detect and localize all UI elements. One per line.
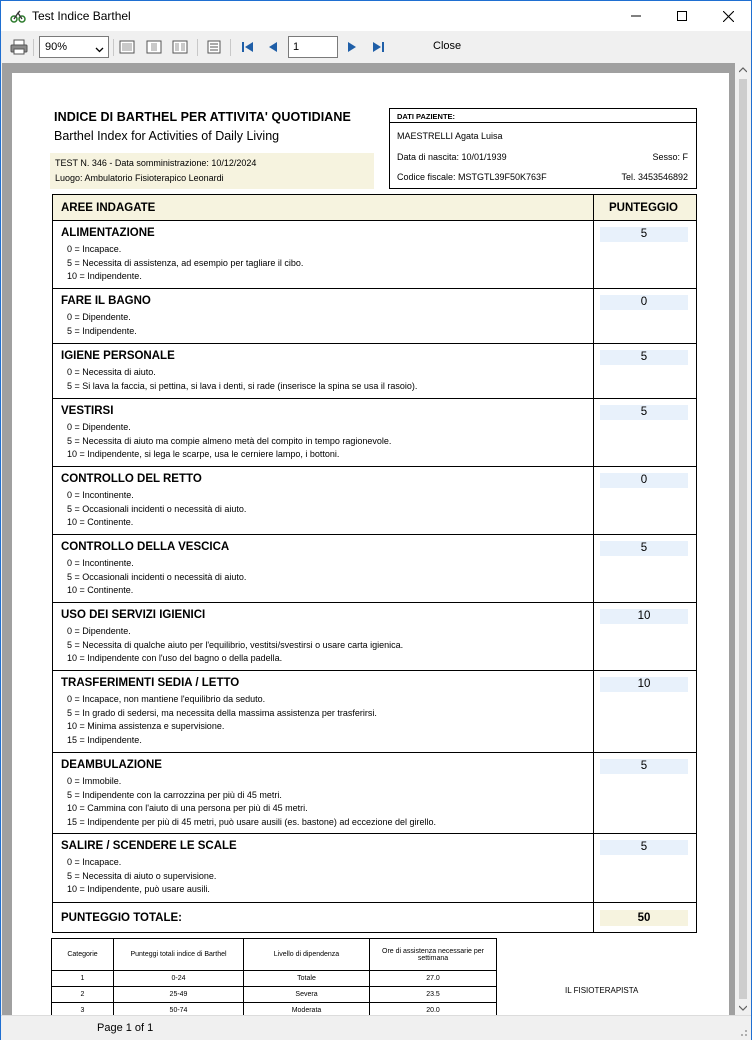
minimize-icon	[631, 11, 641, 21]
option-line: 0 = Incapace, non mantiene l'equilibrio da seduto.	[67, 694, 266, 704]
area-name: CONTROLLO DEL RETTO	[61, 473, 202, 485]
legend-cell: Severa	[244, 987, 370, 1003]
total-label: PUNTEGGIO TOTALE:	[61, 912, 182, 924]
area-options	[67, 775, 436, 829]
report-viewer	[2, 63, 735, 1015]
area-options	[67, 557, 246, 598]
area-score: 5	[600, 840, 688, 855]
area-name: ALIMENTAZIONE	[61, 227, 155, 239]
legend-row	[52, 1003, 497, 1016]
area-options	[67, 693, 377, 747]
option-line: 0 = Incontinente.	[67, 490, 134, 500]
area-name: VESTIRSI	[61, 405, 114, 417]
toolbar-divider	[197, 39, 198, 56]
option-line: 15 = Indipendente.	[67, 734, 142, 745]
zoom-value: 90%	[45, 41, 68, 53]
area-row-retto	[53, 467, 696, 535]
patient-birth: Data di nascita: 10/01/1939	[397, 152, 507, 162]
area-score: 5	[600, 405, 688, 420]
area-row-igiene	[53, 344, 696, 399]
option-line: 5 = Indipendente.	[67, 325, 137, 336]
area-row-alimentazione	[53, 221, 696, 289]
option-line: 5 = Necessita di assistenza, ad esempio per tagliare il cibo.	[67, 257, 304, 268]
option-line: 15 = Indipendente per più di 45 metri, può usare ausili (es. bastone) ad eccezione del girello.	[67, 816, 436, 827]
patient-name: MAESTRELLI Agata Luisa	[397, 131, 503, 141]
legend-cell: 1	[52, 971, 114, 987]
page-width-icon[interactable]	[118, 38, 136, 56]
page-number-input[interactable]	[288, 36, 338, 58]
resize-grip-icon	[738, 1027, 748, 1037]
option-line: 10 = Indipendente.	[67, 271, 142, 282]
report-title: INDICE DI BARTHEL PER ATTIVITA' QUOTIDIANE	[54, 110, 351, 124]
viewer-toolbar	[1, 31, 751, 63]
legend-cell: 0-24	[114, 971, 244, 987]
option-line: 0 = Incontinente.	[67, 558, 134, 568]
legend-header: Livello di dipendenza	[244, 939, 370, 971]
area-name: CONTROLLO DELLA VESCICA	[61, 541, 230, 553]
area-name: FARE IL BAGNO	[61, 295, 151, 307]
patient-fiscal-code: Codice fiscale: MSTGTL39F50K763F	[397, 172, 547, 182]
area-options	[67, 243, 303, 284]
option-line: 10 = Indipendente, si lega le scarpe, usa le cerniere lampo, i bottoni.	[67, 449, 340, 460]
option-line: 0 = Necessita di aiuto.	[67, 367, 156, 377]
area-options	[67, 421, 391, 462]
toolbar-divider	[33, 39, 34, 56]
title-bar	[1, 1, 751, 31]
area-row-servizi-igienici	[53, 603, 696, 671]
legend-cell: 25-49	[114, 987, 244, 1003]
scroll-up-icon	[739, 67, 747, 73]
option-line: 5 = Occasionali incidenti o necessità di aiuto.	[67, 503, 247, 514]
area-options	[67, 856, 216, 897]
area-row-scale	[53, 834, 696, 903]
legend-header: Categorie	[52, 939, 114, 971]
option-line: 10 = Continente.	[67, 517, 134, 528]
option-line: 5 = Necessita di aiuto ma compie almeno metà del compito in tempo ragionevole.	[67, 435, 392, 446]
area-score: 5	[600, 227, 688, 242]
next-page-icon[interactable]	[343, 38, 361, 56]
test-info	[50, 153, 374, 189]
close-report-button[interactable]: Close	[433, 40, 462, 52]
area-score: 5	[600, 541, 688, 556]
option-line: 5 = Necessita di aiuto o supervisione.	[67, 870, 217, 881]
patient-sex: Sesso: F	[652, 152, 688, 162]
area-score: 10	[600, 609, 688, 624]
window-title: Test Indice Barthel	[32, 9, 131, 23]
maximize-button[interactable]	[659, 1, 705, 31]
option-line: 0 = Dipendente.	[67, 312, 131, 322]
outline-icon[interactable]	[205, 38, 223, 56]
place-line: Luogo: Ambulatorio Fisioterapico Leonardi	[55, 173, 224, 183]
close-icon	[723, 11, 734, 22]
area-options	[67, 366, 417, 393]
option-line: 10 = Continente.	[67, 585, 134, 596]
area-name: IGIENE PERSONALE	[61, 350, 175, 362]
area-score: 10	[600, 677, 688, 692]
previous-page-icon[interactable]	[264, 38, 282, 56]
test-line: TEST N. 346 - Data somministrazione: 10/12/2024	[55, 158, 257, 168]
scrollbar-thumb[interactable]	[739, 79, 747, 999]
maximize-icon	[677, 11, 687, 21]
option-line: 10 = Indipendente con l'uso del bagno o della padella.	[67, 653, 283, 664]
area-options	[67, 625, 403, 666]
report-page	[12, 73, 729, 1015]
legend-cell: 20.0	[370, 1003, 497, 1016]
area-name: TRASFERIMENTI SEDIA / LETTO	[61, 677, 240, 689]
area-score: 5	[600, 759, 688, 774]
signature-label: IL FISIOTERAPISTA	[565, 986, 639, 995]
whole-page-icon[interactable]	[145, 38, 163, 56]
legend-row	[52, 987, 497, 1003]
option-line: 10 = Minima assistenza e supervisione.	[67, 721, 225, 732]
area-row-vescica	[53, 535, 696, 603]
option-line: 10 = Indipendente, può usare ausili.	[67, 884, 210, 895]
two-pages-icon[interactable]	[171, 38, 189, 56]
report-subtitle: Barthel Index for Activities of Daily Living	[54, 129, 280, 143]
zoom-select[interactable]	[39, 36, 109, 58]
area-score: 5	[600, 350, 688, 365]
area-name: SALIRE / SCENDERE LE SCALE	[61, 840, 237, 852]
option-line: 5 = Si lava la faccia, si pettina, si lava i denti, si rade (inserisce la spina se usa il rasoio).	[67, 380, 418, 391]
patient-phone: Tel. 3453546892	[621, 172, 688, 182]
area-score: 0	[600, 473, 688, 488]
dependency-legend-table	[51, 938, 497, 1015]
option-line: 5 = Indipendente con la carrozzina per più di 45 metri.	[67, 789, 282, 800]
header-areas: AREE INDAGATE	[61, 202, 156, 214]
status-bar	[1, 1015, 751, 1040]
legend-header: Ore di assistenza necessarie per settimana	[370, 939, 497, 971]
area-score: 0	[600, 295, 688, 310]
app-icon	[10, 9, 26, 23]
area-row-vestirsi	[53, 399, 696, 467]
toolbar-divider	[113, 39, 114, 56]
page-indicator: Page 1 of 1	[97, 1022, 154, 1034]
legend-cell: 27.0	[370, 971, 497, 987]
option-line: 5 = Occasionali incidenti o necessità di aiuto.	[67, 571, 247, 582]
area-name: DEAMBULAZIONE	[61, 759, 162, 771]
header-score: PUNTEGGIO	[609, 202, 679, 214]
legend-header: Punteggi totali indice di Barthel	[114, 939, 244, 971]
area-row-bagno	[53, 289, 696, 344]
table-header	[53, 195, 696, 221]
area-options	[67, 311, 137, 338]
toolbar-divider	[230, 39, 231, 56]
total-row	[53, 904, 696, 932]
minimize-button[interactable]	[613, 1, 659, 31]
patient-header: DATI PAZIENTE:	[390, 109, 696, 123]
legend-cell: 50-74	[114, 1003, 244, 1016]
total-score: 50	[600, 910, 688, 926]
scroll-down-icon	[739, 1005, 747, 1011]
patient-box	[389, 108, 697, 189]
area-row-trasferimenti	[53, 671, 696, 753]
legend-cell: 23.5	[370, 987, 497, 1003]
option-line: 0 = Dipendente.	[67, 626, 131, 636]
area-name: USO DEI SERVIZI IGIENICI	[61, 609, 206, 621]
first-page-icon[interactable]	[239, 38, 257, 56]
option-line: 5 = Necessita di qualche aiuto per l'equilibrio, vestitsi/svestirsi o usare carta igienica.	[67, 639, 404, 650]
chevron-down-icon	[95, 41, 104, 59]
legend-header-row	[52, 939, 497, 971]
last-page-icon[interactable]	[369, 38, 387, 56]
option-line: 0 = Incapace.	[67, 857, 122, 867]
legend-row	[52, 971, 497, 987]
legend-cell: 3	[52, 1003, 114, 1016]
option-line: 0 = Dipendente.	[67, 422, 131, 432]
legend-cell: Totale	[244, 971, 370, 987]
legend-cell: Moderata	[244, 1003, 370, 1016]
print-icon[interactable]	[10, 38, 28, 56]
barthel-table	[52, 194, 697, 933]
close-window-button[interactable]	[705, 1, 751, 31]
option-line: 5 = In grado di sedersi, ma necessita della massima assistenza per trasferirsi.	[67, 707, 377, 718]
option-line: 10 = Cammina con l'aiuto di una persona per più di 45 metri.	[67, 803, 308, 814]
area-row-deambulazione	[53, 753, 696, 834]
option-line: 0 = Immobile.	[67, 776, 122, 786]
option-line: 0 = Incapace.	[67, 244, 122, 254]
area-options	[67, 489, 246, 530]
legend-cell: 2	[52, 987, 114, 1003]
vertical-scrollbar[interactable]	[735, 63, 751, 1015]
